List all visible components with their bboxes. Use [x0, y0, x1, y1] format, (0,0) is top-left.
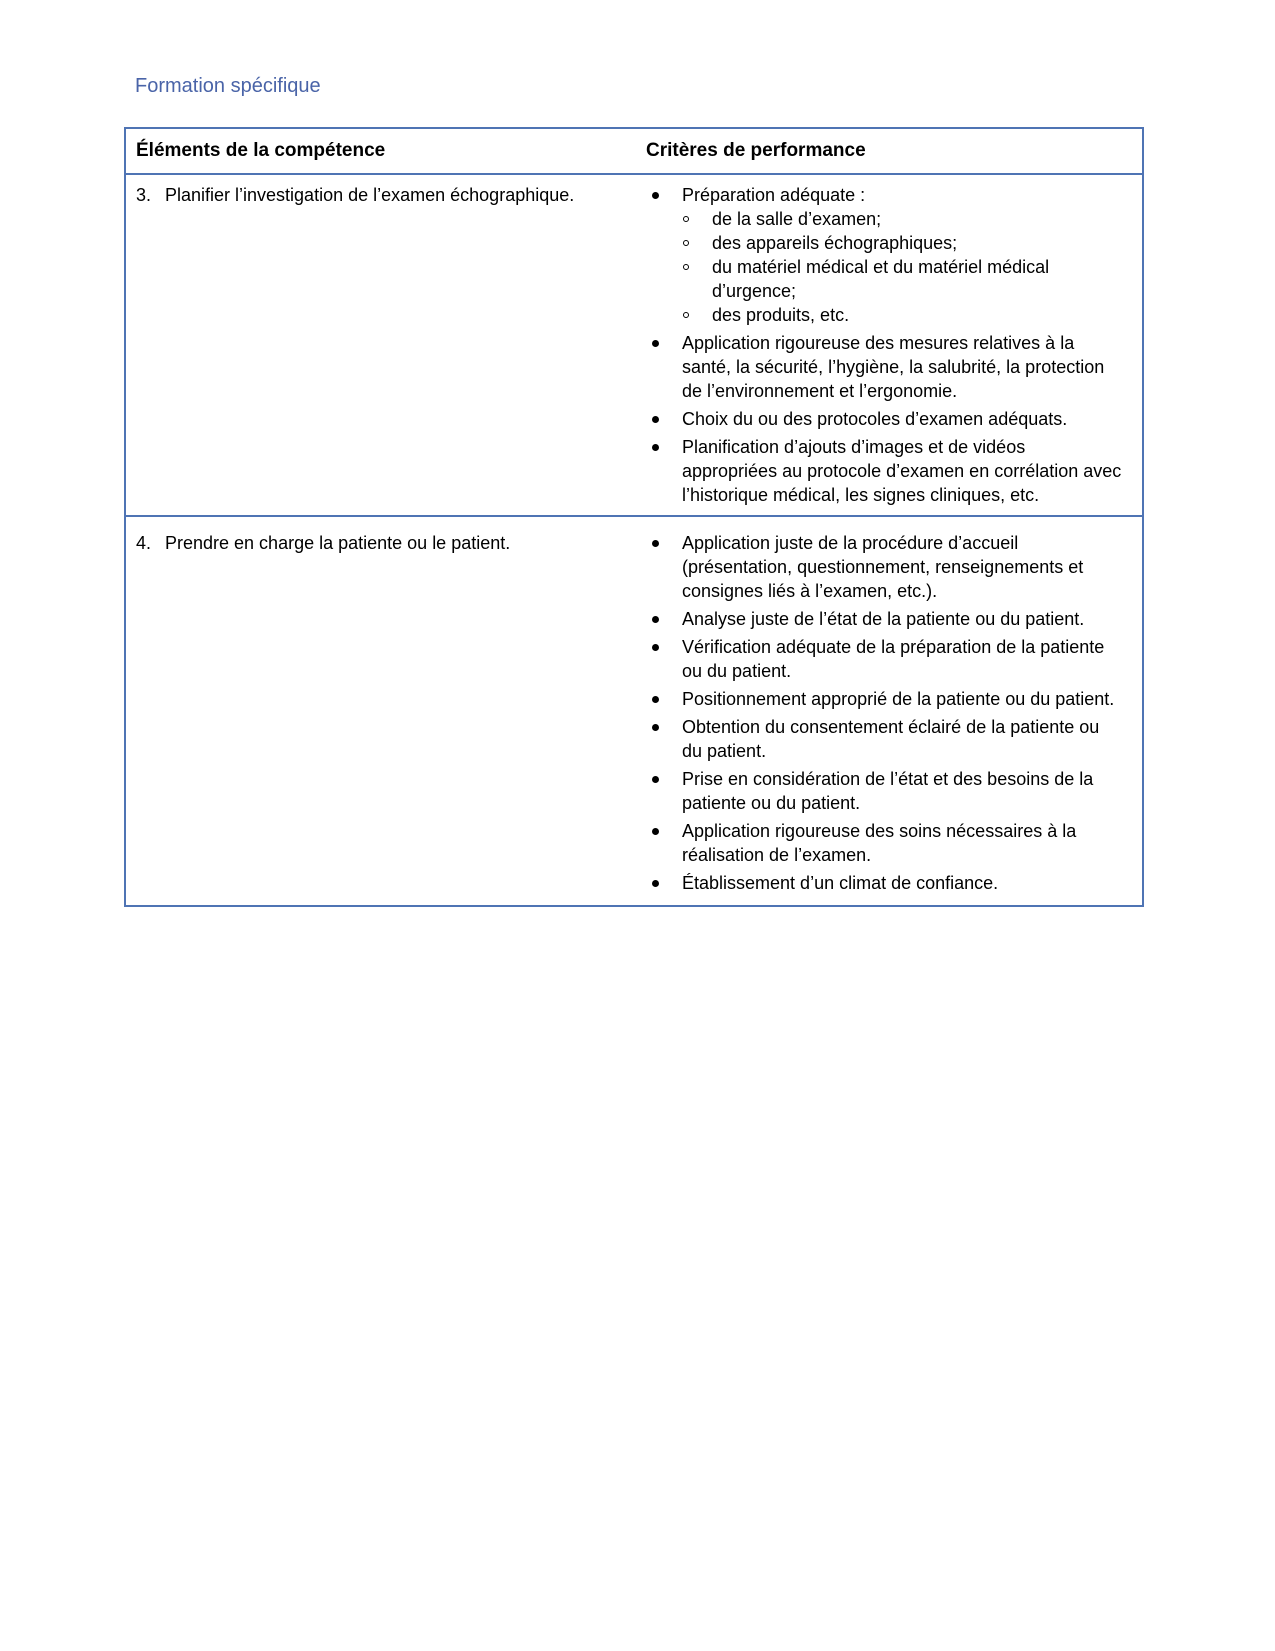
- competence-element: [136, 531, 636, 555]
- criterion-item: Planification d’ajouts d’images et de vidéos appropriées au protocole d’examen en corrélation avec l’historique médical, les signes cliniques, etc.: [646, 435, 1122, 507]
- element-text: Planifier l’investigation de l’examen échographique.: [165, 185, 575, 205]
- sub-criterion-item: des produits, etc.: [682, 303, 1122, 327]
- criterion-item: Obtention du consentement éclairé de la patiente ou du patient.: [646, 715, 1122, 763]
- sub-criterion-item: de la salle d’examen;: [682, 207, 1122, 231]
- criterion-item: Application rigoureuse des mesures relatives à la santé, la sécurité, l’hygiène, la salubrité, la protection de l’environnement et l’ergonomie.: [646, 331, 1122, 403]
- criterion-item: Application juste de la procédure d’accueil (présentation, questionnement, renseignements et consignes liés à l’examen, etc.).: [646, 531, 1122, 603]
- criterion-item: Vérification adéquate de la préparation de la patiente ou du patient.: [646, 635, 1122, 683]
- criterion-item: Établissement d’un climat de confiance.: [646, 871, 1122, 895]
- section-title: Formation spécifique: [135, 75, 321, 97]
- element-text: Prendre en charge la patiente ou le patient.: [165, 533, 511, 553]
- table-row: [126, 517, 1142, 905]
- sub-criterion-item: du matériel médical et du matériel médical d’urgence;: [682, 255, 1122, 303]
- criterion-item: Prise en considération de l’état et des besoins de la patiente ou du patient.: [646, 767, 1122, 815]
- table-header: [126, 129, 1142, 175]
- criterion-text: Préparation adéquate :: [682, 185, 866, 205]
- criterion-item: Choix du ou des protocoles d’examen adéquats.: [646, 407, 1122, 431]
- criterion-item: Application rigoureuse des soins nécessaires à la réalisation de l’examen.: [646, 819, 1122, 867]
- header-elements: Éléments de la compétence: [136, 140, 386, 161]
- element-number: 4.: [136, 533, 152, 553]
- criterion-item: Analyse juste de l’état de la patiente ou du patient.: [646, 607, 1122, 631]
- criterion-item: Positionnement approprié de la patiente ou du patient.: [646, 687, 1122, 711]
- criteria-list: [646, 531, 1122, 895]
- competence-element: [136, 183, 636, 207]
- header-criteria: Critères de performance: [646, 140, 866, 161]
- element-number: 3.: [136, 185, 152, 205]
- criterion-item: [646, 183, 1122, 327]
- sub-criterion-item: des appareils échographiques;: [682, 231, 1122, 255]
- sub-criteria-list: [682, 207, 1122, 327]
- criteria-list: [646, 183, 1122, 507]
- table-row: [126, 175, 1142, 517]
- competence-table: [124, 127, 1144, 907]
